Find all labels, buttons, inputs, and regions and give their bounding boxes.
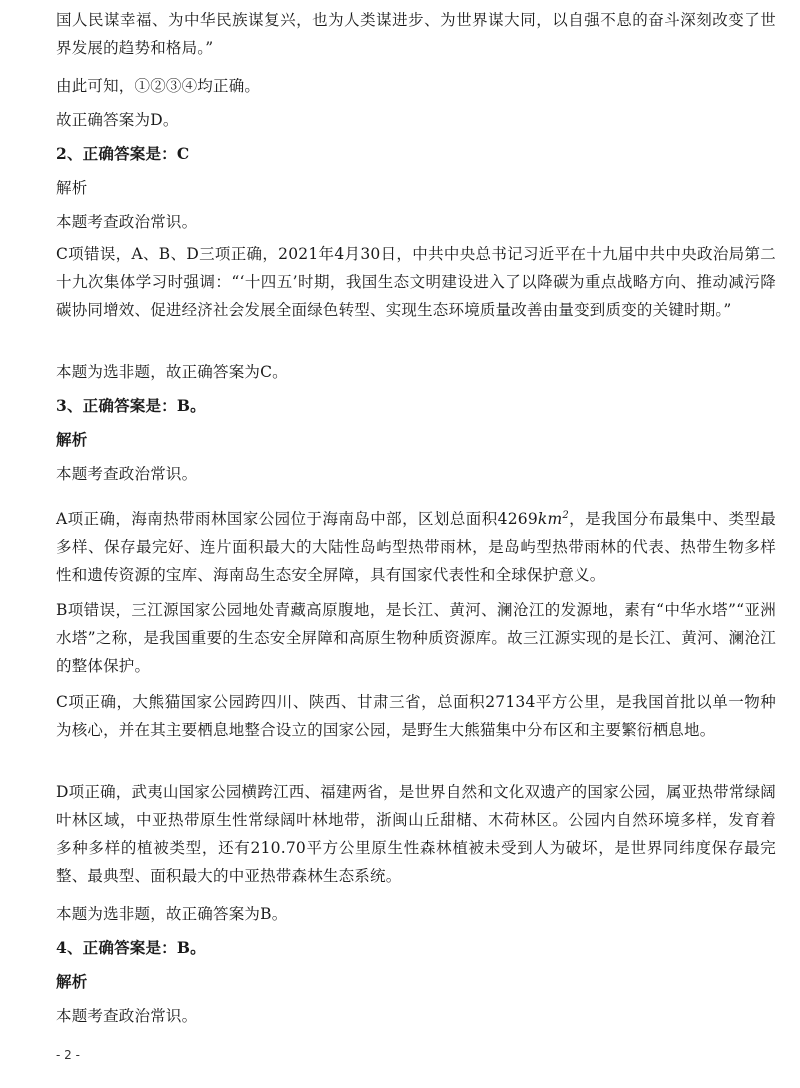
option-a-text-start: A项正确，海南热带雨林国家公园位于海南岛中部，区划总面积4269 — [56, 510, 538, 529]
conclusion-line: 由此可知，①②③④均正确。 — [56, 77, 261, 95]
area-unit: km — [537, 510, 563, 529]
option-a-text-end: ，是我国分布最集中、类型最多样、保存最完好、连片面积最大的大陆性岛屿型热带雨林，是岛屿型热带雨林的代表、热带生物多样性和遗传资源的宝库、海南岛生态安全屏障，具有国家代表性和全球保护意义。 — [56, 510, 776, 585]
paragraph-q2-explanation: C项错误，A、B、D三项正确，2021年4月30日，中共中央总书记习近平在十九届中共中央政治局第二十九次集体学习时强调：“‘十四五’时期，我国生态文明建设进入了以降碳为重点战略方向、推动减污降碳协同增效、促进经济社会发展全面绿色转型、实现生态环境质量改善由量变到质变的关键时期。” — [56, 245, 776, 319]
paragraph-option-c: C项正确，大熊猫国家公园跨四川、陕西、甘肃三省，总面积27134平方公里，是我国首批以单一物种为核心，并在其主要栖息地整合设立的国家公园，是野生大熊猫集中分布区和主要繁衍栖息地。 — [56, 693, 776, 739]
question-2-heading: 2、正确答案是：C — [56, 144, 190, 163]
analysis-label: 解析 — [56, 972, 88, 991]
question-3-heading: 3、正确答案是：B。 — [56, 396, 206, 415]
answer-line: 故正确答案为D。 — [56, 111, 179, 129]
area-unit-exponent: 2 — [562, 510, 569, 521]
answer-line: 本题为选非题，故正确答案为C。 — [56, 363, 288, 381]
paragraph-continuation: 国人民谋幸福、为中华民族谋复兴，也为人类谋进步、为世界谋大同，以自强不息的奋斗深刻改变了世界发展的趋势和格局。” — [56, 11, 776, 57]
paragraph-option-b: B项错误，三江源国家公园地处青藏高原腹地，是长江、黄河、澜沧江的发源地，素有“中华水塔”“亚洲水塔”之称，是我国重要的生态安全屏障和高原生物种质资源库。故三江源实现的是长江、黄河、澜沧江的整体保护。 — [56, 601, 776, 675]
topic-line: 本题考查政治常识。 — [56, 213, 198, 231]
paragraph-option-d: D项正确，武夷山国家公园横跨江西、福建两省，是世界自然和文化双遗产的国家公园，属亚热带常绿阔叶林区域，中亚热带原生性常绿阔叶林地带，浙闽山丘甜槠、木荷林区。公园内自然环境多样，发育着多种多样的植被类型，还有210.70平方公里原生性森林植被未受到人为破坏，是世界同纬度保存最完整、最典型、面积最大的中亚热带森林生态系统。 — [56, 783, 776, 885]
analysis-label: 解析 — [56, 179, 88, 197]
answer-line: 本题为选非题，故正确答案为B。 — [56, 905, 288, 923]
analysis-label: 解析 — [56, 430, 88, 449]
paragraph-option-a — [56, 502, 776, 589]
question-4-heading: 4、正确答案是：B。 — [56, 938, 206, 957]
topic-line: 本题考查政治常识。 — [56, 1007, 198, 1025]
topic-line: 本题考查政治常识。 — [56, 465, 198, 483]
page-number: - 2 - — [56, 1048, 80, 1062]
